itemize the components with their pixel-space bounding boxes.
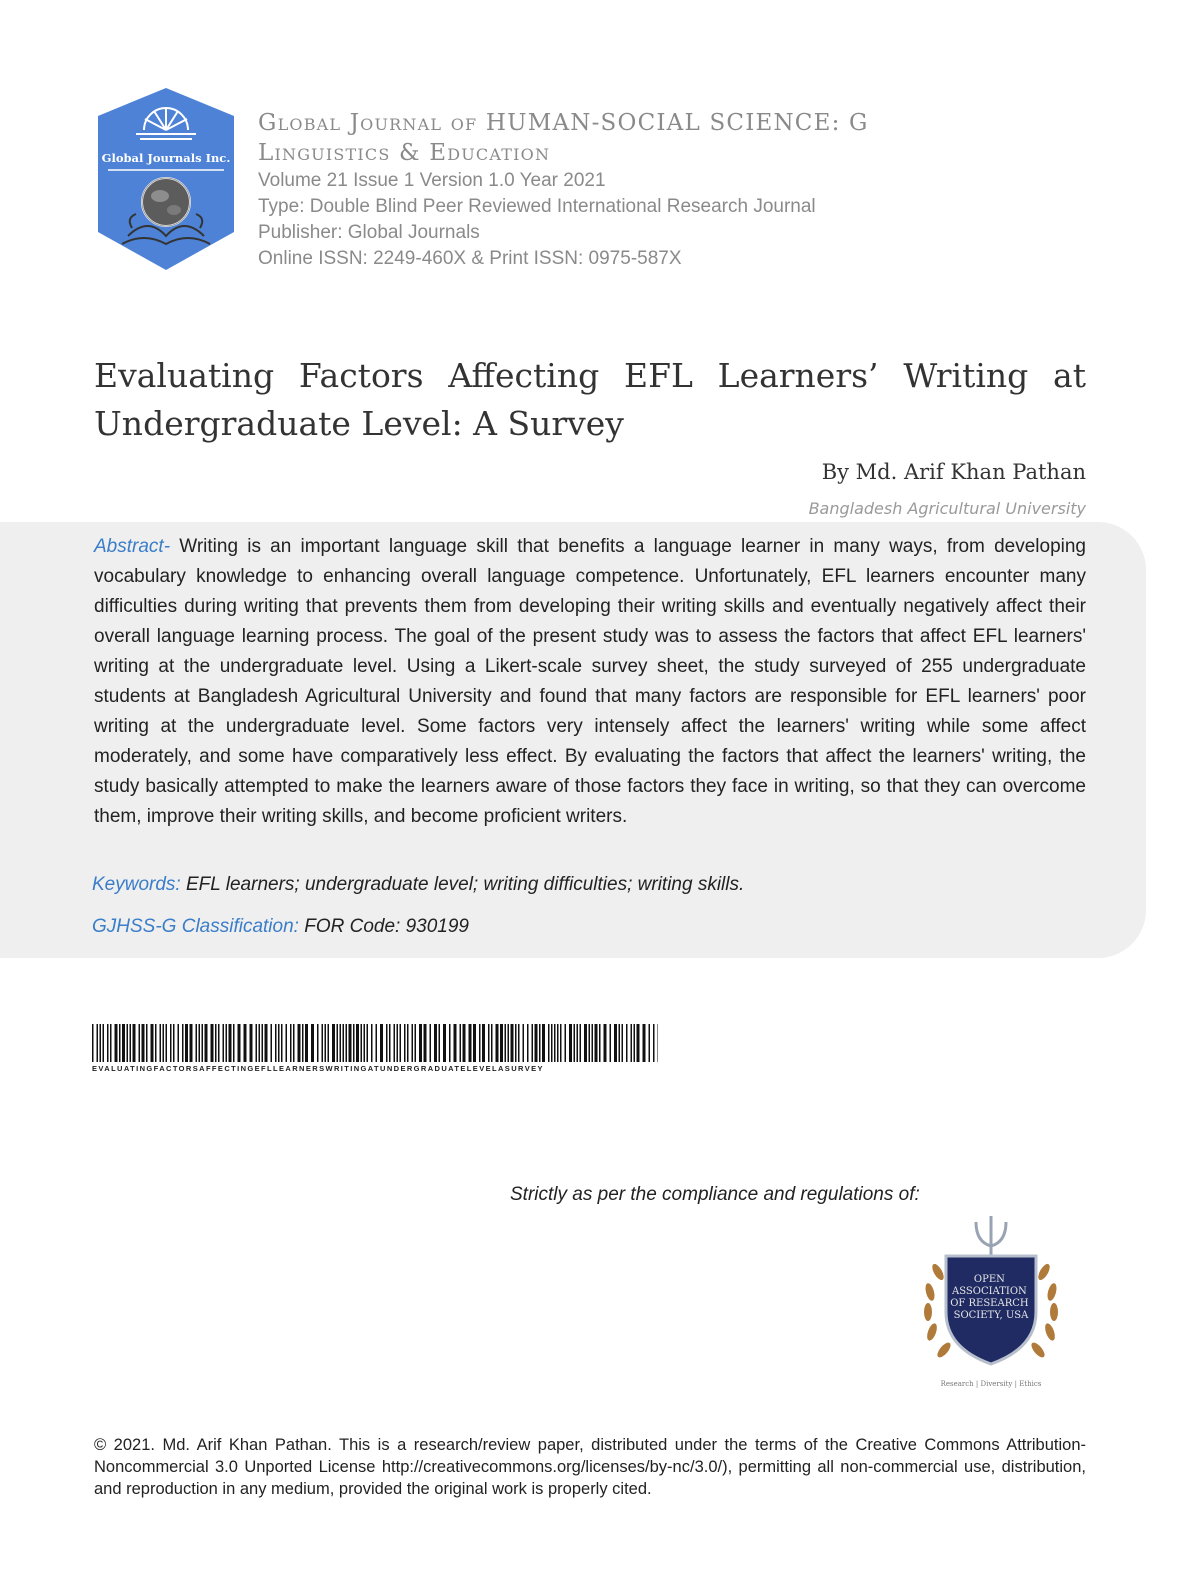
keywords	[92, 874, 744, 896]
journal-section: Linguistics & Education	[258, 140, 551, 166]
global-journals-logo	[92, 86, 240, 272]
seal-text: OPEN ASSOCIATION OF RESEARCH SOCIETY, USA	[950, 1274, 1029, 1321]
journal-type: Type: Double Blind Peer Reviewed International Research Journal	[258, 196, 816, 217]
keywords-value: EFL learners; undergraduate level; writing difficulties; writing skills.	[180, 874, 745, 895]
volume-info: Volume 21 Issue 1 Version 1.0 Year 2021	[258, 170, 606, 191]
abstract	[94, 532, 1086, 832]
classification	[92, 916, 469, 938]
issn: Online ISSN: 2249-460X & Print ISSN: 0975-587X	[258, 248, 682, 269]
classification-label: GJHSS-G Classification:	[92, 916, 299, 937]
abstract-label: Abstract-	[94, 536, 171, 557]
license-footer: © 2021. Md. Arif Khan Pathan. This is a research/review paper, distributed under the terms of the Creative Commons Attribution-Noncommercial 3.0 Unported License http://creativecommons.org/licenses/by-nc/3.0/), permitting all non-commercial use, distribution, and reproduction in any medium, provided the original work is properly cited.	[94, 1436, 1086, 1498]
seal-motto: Research | Diversity | Ethics	[940, 1380, 1042, 1388]
affiliation: Bangladesh Agricultural University	[808, 499, 1086, 518]
research-society-seal	[914, 1212, 1068, 1392]
compliance-text: Strictly as per the compliance and regulations of:	[510, 1184, 920, 1205]
logo-text: Global Journals Inc.	[101, 151, 231, 165]
abstract-body: Writing is an important language skill that benefits a language learner in many ways, from developing vocabulary knowledge to enhancing overall language competence. Unfortunately, EFL learners encounter many difficulties during writing that prevents them from developing their writing skills and eventually negatively affect their overall language learning process. The goal of the present study was to assess the factors that affect EFL learners' writing at the undergraduate level. Using a Likert-scale survey sheet, the study surveyed of 255 undergraduate students at Bangladesh Agricultural University and found that many factors are responsible for EFL learners' poor writing at the undergraduate level. Some factors very intensely affect the learners' writing while some affect moderately, and some have comparatively less effect. By evaluating the factors that affect the learners' writing, the study basically attempted to make the learners aware of those factors they face in writing, so that they can overcome them, improve their writing skills, and become proficient writers.	[94, 536, 1086, 827]
paper-title: Evaluating Factors Affecting EFL Learners’ Writing at Undergraduate Level: A Survey	[94, 356, 1086, 443]
classification-value: FOR Code: 930199	[298, 916, 469, 937]
journal-name: Global Journal of HUMAN-SOCIAL SCIENCE: G	[258, 110, 869, 136]
publisher: Publisher: Global Journals	[258, 222, 480, 243]
keywords-label: Keywords:	[92, 874, 181, 895]
barcode-text: EVALUATINGFACTORSAFFECTINGEFLLEARNERSWRITINGATUNDERGRADUATELEVELASURVEY	[92, 1064, 544, 1073]
author: By Md. Arif Khan Pathan	[821, 460, 1086, 484]
barcode	[92, 1024, 658, 1068]
